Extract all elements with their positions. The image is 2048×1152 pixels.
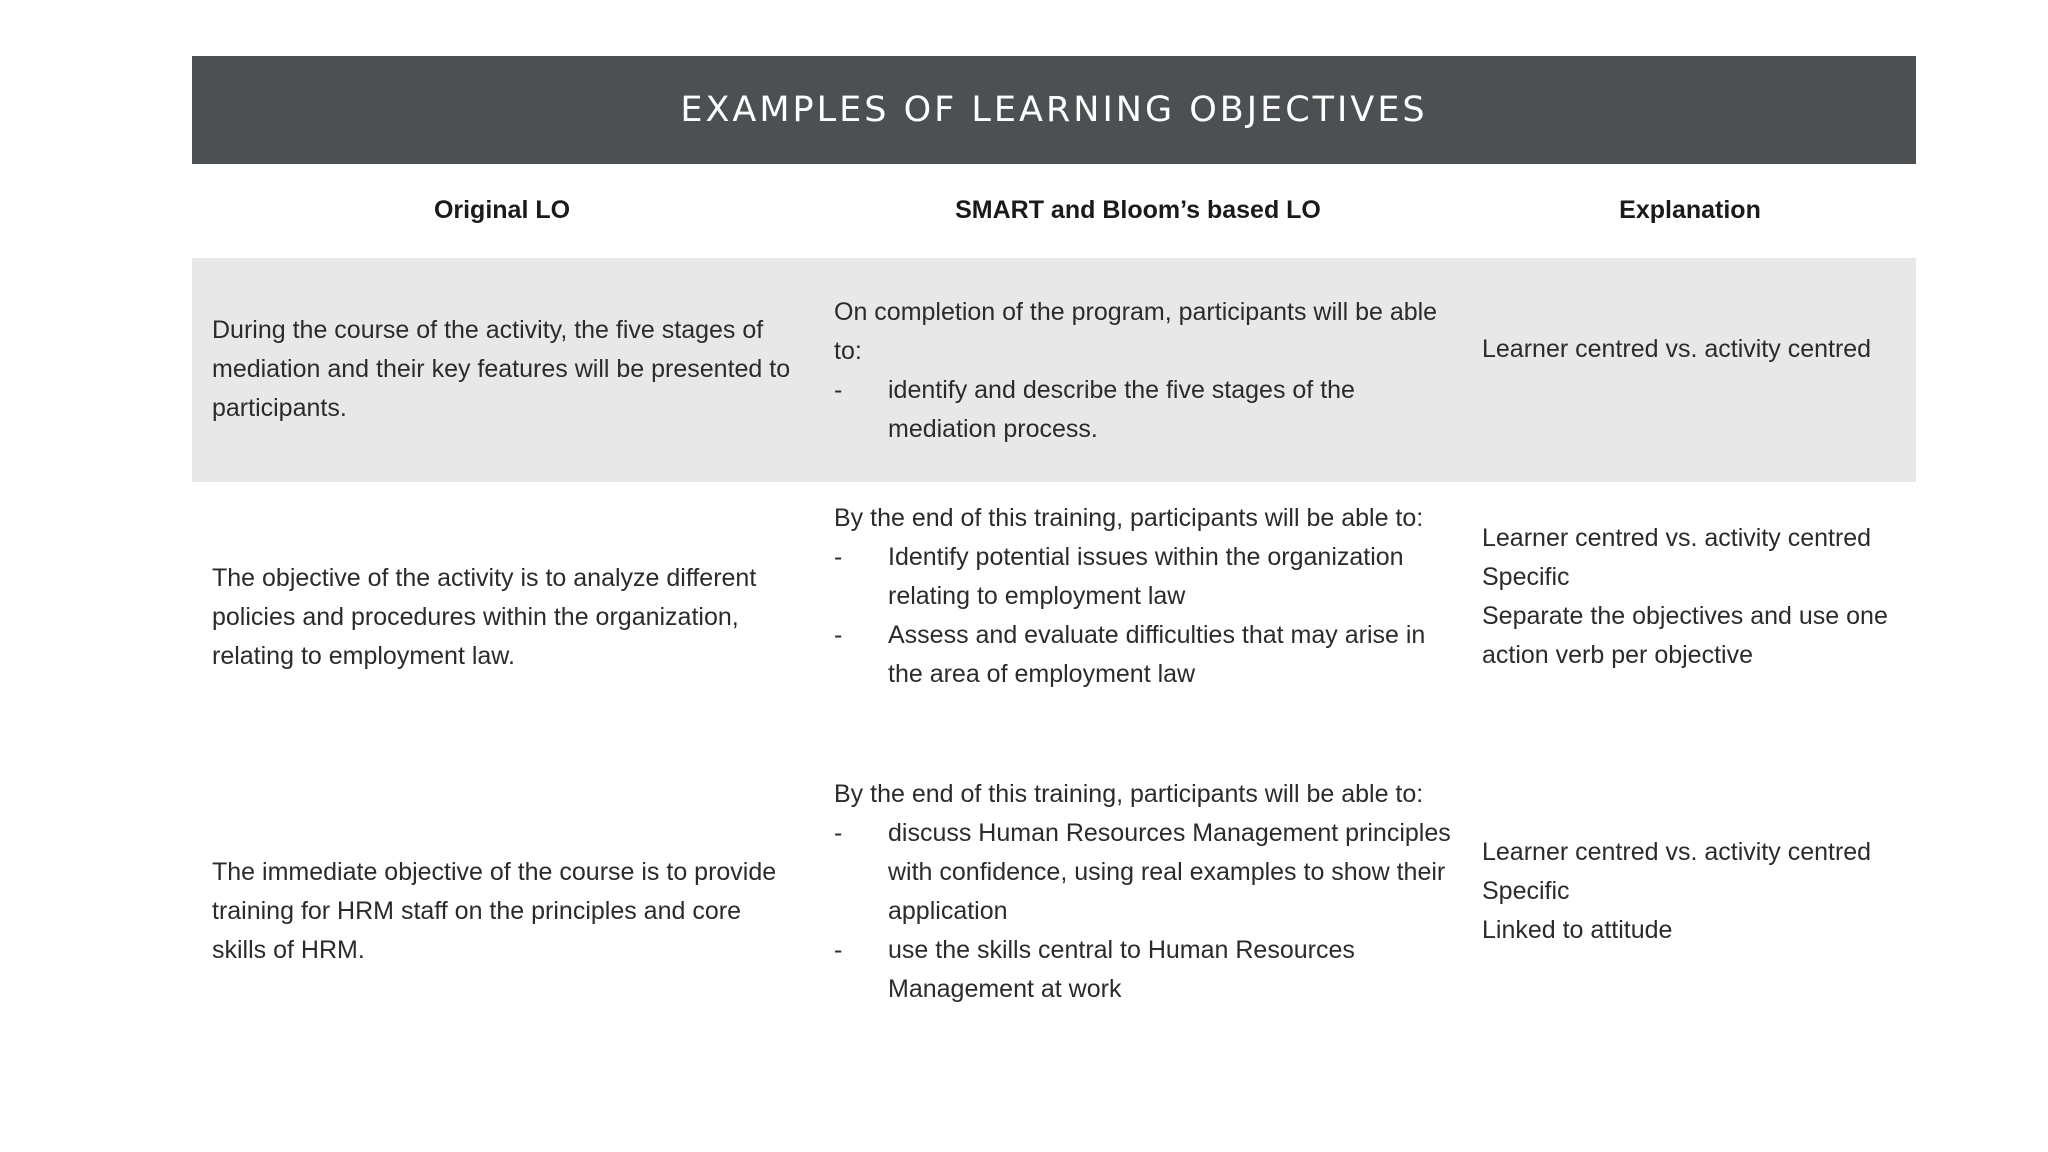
table-row: [192, 258, 1916, 482]
list-item: - Identify potential issues within the organization relating to employment law: [834, 538, 1454, 616]
explanation-line: Learner centred vs. activity centred: [1482, 335, 1872, 363]
smart-lo-intro: On completion of the program, participants will be able to:: [834, 298, 1438, 365]
list-item: - discuss Human Resources Management principles with confidence, using real examples to show their application: [834, 814, 1454, 931]
smart-lo-intro: By the end of this training, participants will be able to:: [834, 780, 1424, 808]
smart-lo-cell: [834, 499, 1454, 694]
column-header-original-lo: Original LO: [433, 196, 571, 224]
smart-lo-cell: [834, 775, 1454, 1009]
list-item: - identify and describe the five stages of the mediation process.: [834, 371, 1454, 449]
list-item: - Assess and evaluate difficulties that may arise in the area of employment law: [834, 616, 1454, 694]
column-header-smart-lo: SMART and Bloom’s based LO: [955, 196, 1321, 224]
original-lo-cell: The objective of the activity is to analyze different policies and procedures within the organization, relating to employment law.: [212, 564, 757, 670]
explanation-cell: [1482, 330, 1912, 369]
original-lo-cell: During the course of the activity, the five stages of mediation and their key features will be presented to participants.: [212, 316, 791, 422]
page-title: EXAMPLES OF LEARNING OBJECTIVES: [680, 90, 1428, 130]
explanation-cell: [1482, 519, 1912, 675]
explanation-cell: [1482, 833, 1912, 950]
smart-lo-cell: [834, 293, 1454, 449]
smart-lo-list: [834, 371, 1454, 449]
list-item: - use the skills central to Human Resources Management at work: [834, 931, 1454, 1009]
smart-lo-list: [834, 814, 1454, 1009]
explanation-line: Separate the objectives and use one action verb per objective: [1482, 602, 1888, 669]
explanation-line: Specific: [1482, 563, 1570, 591]
title-banner: [192, 56, 1916, 164]
column-header-explanation: Explanation: [1619, 196, 1761, 224]
table-header: [192, 196, 1916, 246]
explanation-line: Linked to attitude: [1482, 916, 1673, 944]
explanation-line: Learner centred vs. activity centred: [1482, 838, 1872, 866]
original-lo-cell: The immediate objective of the course is to provide training for HRM staff on the principles and core skills of HRM.: [212, 858, 777, 964]
explanation-line: Specific: [1482, 877, 1570, 905]
explanation-line: Learner centred vs. activity centred: [1482, 524, 1872, 552]
smart-lo-intro: By the end of this training, participants will be able to:: [834, 504, 1424, 532]
table-row: [192, 482, 1916, 742]
table-row: [192, 760, 1916, 1060]
smart-lo-list: [834, 538, 1454, 694]
